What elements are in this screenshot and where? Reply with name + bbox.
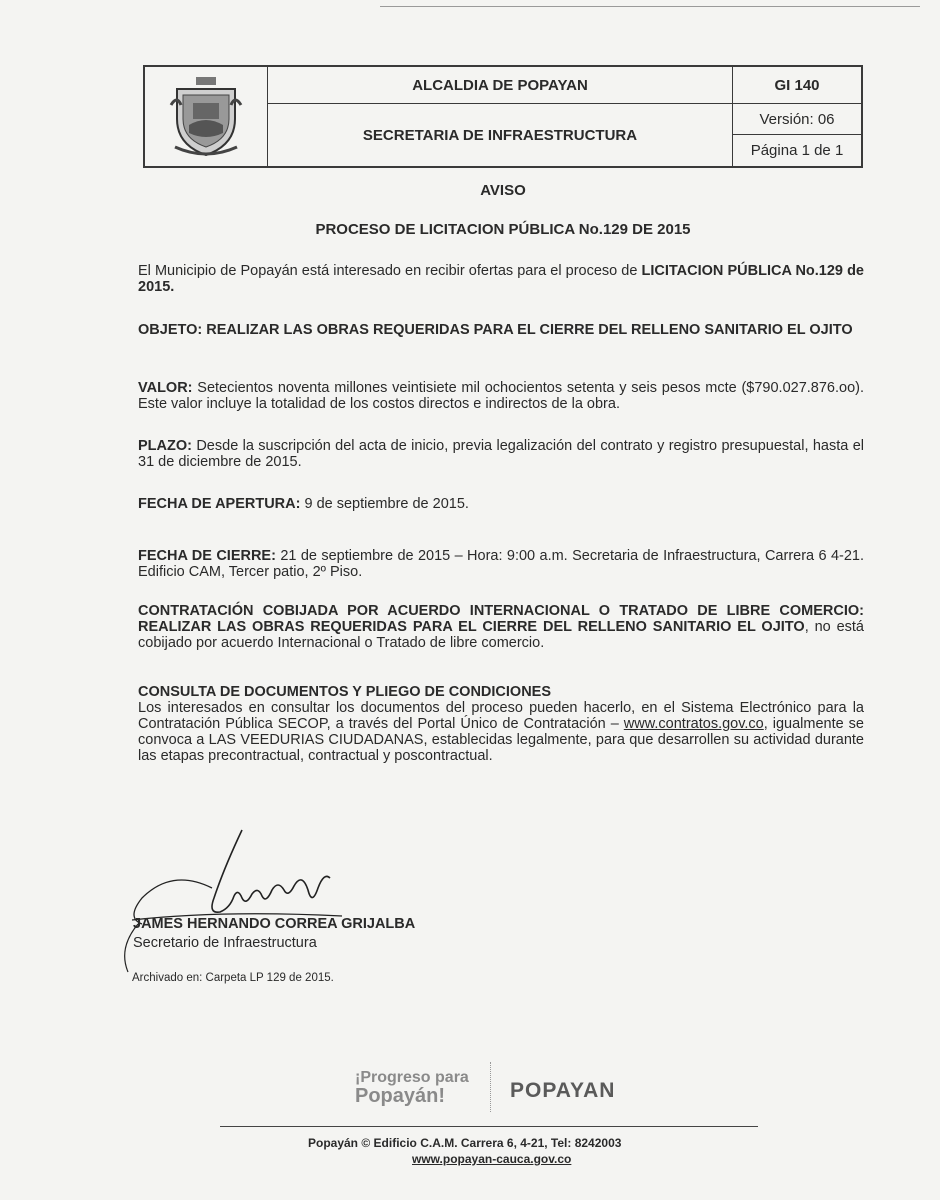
signatory-name: JAMES HERNANDO CORREA GRIJALBA [133,916,416,932]
footer-address: Popayán © Edificio C.A.M. Carrera 6, 4-21, Tel: 8242003 [308,1136,622,1150]
header-page: Página 1 de 1 [750,142,844,159]
consulta-paragraph [138,684,864,764]
plazo-paragraph [138,438,864,470]
intro-text: El Municipio de Popayán está interesado en recibir ofertas para el proceso de [138,263,642,279]
cierre-paragraph [138,548,864,580]
intro-paragraph [138,263,864,295]
header-version: Versión: 06 [733,104,861,135]
popayan-brand: POPAYAN [510,1079,616,1102]
document-header [143,65,863,168]
intro-bold: LICITACION PÚBLICA No.129 de 2015. [138,263,864,295]
header-org: ALCALDIA DE POPAYAN [268,67,732,104]
plazo-text: Desde la suscripción del acta de inicio, previa legalización del contrato y registro presupuestal, hasta el 31 de diciembre de 2015. [138,438,864,470]
plazo-label: PLAZO: [138,438,192,454]
contratacion-text: , no está cobijado por acuerdo Internacional o Tratado de libre comercio. [138,619,864,651]
objeto-text: OBJETO: REALIZAR LAS OBRAS REQUERIDAS PARA EL CIERRE DEL RELLENO SANITARIO EL OJITO [138,322,853,338]
document-subtitle: PROCESO DE LICITACION PÚBLICA No.129 DE 2015 [315,221,691,238]
slogan-line2: Popayán! [355,1085,446,1107]
apertura-label: FECHA DE APERTURA: [138,496,301,512]
document-title: AVISO [480,182,526,199]
header-dept: SECRETARIA DE INFRAESTRUCTURA [362,126,638,144]
header-code: GI 140 [733,67,861,104]
progreso-slogan [355,1068,469,1106]
consulta-heading: CONSULTA DE DOCUMENTOS Y PLIEGO DE CONDICIONES [138,684,552,700]
objeto-paragraph [138,322,864,338]
handwritten-signature [112,828,352,983]
cierre-label: FECHA DE CIERRE: [138,548,276,564]
consulta-text2: , igualmente se convoca a LAS VEEDURIAS CIUDADANAS, establecidas legalmente, para que desarrollen su actividad durante las etapas precontractual, contractual y poscontractual. [138,716,864,764]
contratos-link[interactable]: www.contratos.gov.co [623,716,764,732]
apertura-text: 9 de septiembre de 2015. [300,496,469,512]
apertura-paragraph [138,496,864,512]
consulta-text1: Los interesados en consultar los documentos del proceso pueden hacerlo, en el Sistema Electrónico para la Contratación Pública SECOP, a través del Portal Único de Contratación – [138,700,864,732]
contratacion-bold: CONTRATACIÓN COBIJADA POR ACUERDO INTERNACIONAL O TRATADO DE LIBRE COMERCIO: REALIZAR LAS OBRAS REQUERIDAS PARA EL CIERRE DEL RELLENO SANITARIO EL OJITO [138,603,864,635]
cierre-text: 21 de septiembre de 2015 – Hora: 9:00 a.m. Secretaria de Infraestructura, Carrera 6 4-21. Edificio CAM, Tercer patio, 2º Piso. [138,548,864,580]
footer-website-link[interactable]: www.popayan-cauca.gov.co [412,1152,572,1166]
valor-text: Setecientos noventa millones veintisiete mil ochocientos setenta y seis pesos mcte ($790.027.876.oo). Este valor incluye la totalidad de los costos directos e indirectos de la obra. [138,380,864,412]
contratacion-paragraph [138,603,864,651]
footer-separator [490,1062,491,1112]
scan-edge-line [380,6,920,7]
slogan-line1: ¡Progreso para [355,1069,469,1086]
signatory-role: Secretario de Infraestructura [133,935,317,951]
footer-rule [220,1126,758,1127]
coat-of-arms-icon [145,67,268,166]
archived-note: Archivado en: Carpeta LP 129 de 2015. [132,972,334,984]
valor-paragraph [138,380,864,412]
valor-label: VALOR: [138,380,193,396]
